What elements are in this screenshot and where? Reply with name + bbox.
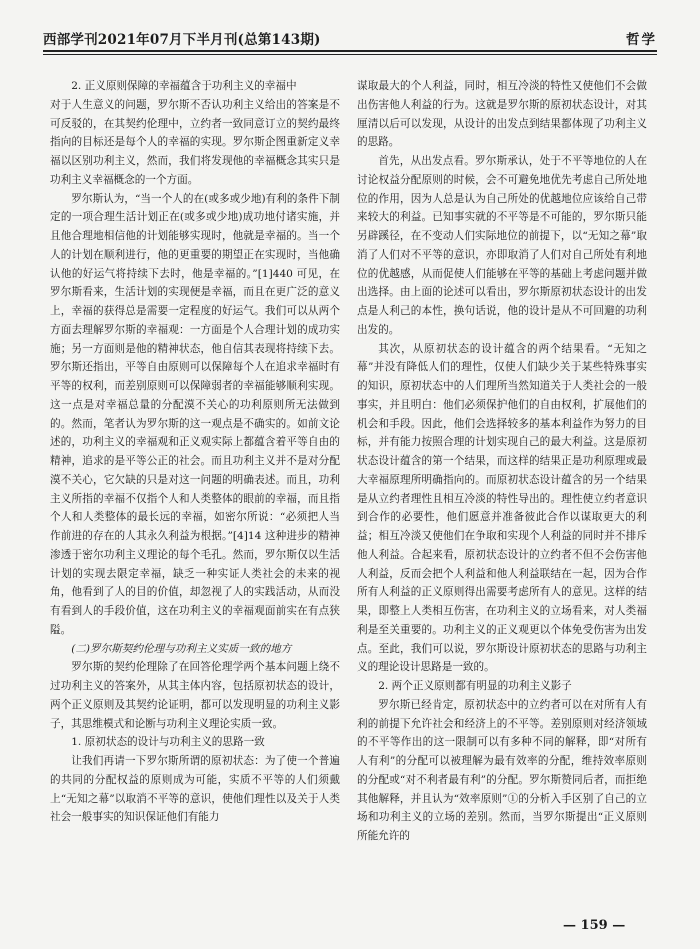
- paragraph: 对于人生意义的问题，罗尔斯不否认功利主义给出的答案是不可反驳的，在其契约伦理中，立约者一致同意订立的契约最终指向的目标还是每个人的幸福的实现。罗尔斯企图重新定义幸福以区别功利主义，然而，我们将发现他的幸福概念其实只是功利主义幸福概念的一个方面。: [50, 98, 340, 186]
- paragraph: 首先，从出发点看。罗尔斯承认，处于不平等地位的人在讨论权益分配原则的时候，会不可避免地优先考虑自己所处地位的作用，因为人总是认为自己所处的优越地位应该给自己带来较大的利益。已知事实就的不平等是不可能的，罗尔斯只能另辟蹊径，在不变动人们实际地位的前提下，以“无知之幕”取消了人们对不平等的意识，亦即取消了人们对自己所处有利地位的优越感，从而促使人们能够在平等的基础上考虑问题并做出选择。由上面的论述可以看出，罗尔斯原初状态设计的出发点是人利己的本性，换句话说，他的设计是从不可回避的功利出发的。: [357, 155, 647, 336]
- left-column: [50, 77, 340, 827]
- heading-two-principles: 2. 两个正义原则都有明显的功利主义影子: [378, 680, 572, 692]
- right-column: [357, 77, 647, 846]
- page-number: — 159 —: [563, 918, 626, 933]
- section-label: 哲学: [626, 32, 657, 48]
- heading-contract-ethics: (二)罗尔斯契约伦理与功利主义实质一致的地方: [71, 642, 292, 655]
- paragraph: 其次，从原初状态的设计蕴含的两个结果看。“无知之幕”并没有降低人们的理性，仅使人们缺少关于某些特殊事实的知识，原初状态中的人们理所当然知道关于人类社会的一般事实，并且明白：他们必须保护他们的自由权利，扩展他们的机会和手段。因此，他们会选择较多的基本利益作为努力的目标，并有能力按照合理的计划实现自己的最大利益。这是原初状态设计蕴含的第一个结果，而这样的结果正是功利原理或最大幸福原理所明确指向的。而原初状态设计蕴含的另一个结果是从立约者理性且相互冷淡的特性导出的。理性使立约者意识到合作的必要性，他们愿意并准备彼此合作以谋取更大的利益；相互冷淡又使他们在争取和实现个人利益的同时并不排斥他人利益。合起来看，原初状态设计的立约者不但不会伤害他人利益，反而会把个人利益和他人利益联结在一起，因为合作所有人利益的正义原则得出需要考虑所有人的意见。这样的结果，即整上人类相互伤害，在功利主义的立场看来，对人类福利是至关重要的。功利主义的正义观更以个体免受伤害为出发点。至此，我们可以说，罗尔斯设计原初状态的思路与功利主义的理论设计思路是一致的。: [357, 342, 647, 674]
- paragraph: 罗尔斯的契约伦理除了在回答伦理学两个基本问题上绕不过功利主义的答案外，从其主体内容，包括原初状态的设计，两个正义原则及其契约论证明，都可以发现明显的功利主义影子，其思维模式和论断与功利主义理论实质一致。: [50, 661, 340, 730]
- header-rule-thick: [43, 50, 657, 52]
- paragraph: 谋取最大的个人利益，同时，相互冷淡的特性又使他们不会做出伤害他人利益的行为。这就是罗尔斯的原初状态设计，对其厘清以后可以发现，从设计的出发点到结果都体现了功利主义的思路。: [357, 80, 647, 149]
- heading-happiness: 2. 正义原则保障的幸福蕴含于功利主义的幸福中: [71, 80, 297, 92]
- paragraph: 罗尔斯认为，“当一个人的在(或多或少地)有利的条件下制定的一项合理生活计划正在(或多或少地)成功地付诸实施，并且他合理地相信他的计划能够实现时，他就是幸福的。当一个人的计划在顺利进行，他的更重要的期望正在实现时，当他确认他的好运气将持续下去时，他是幸福的。”[1]440 可见，在罗尔斯看来，生活计划的实现便是幸福，而且在更广泛的意义上，幸福的获得总是需要一定程度的好运气。我们可以从两个方面去理解罗尔斯的幸福观：一方面是个人合理计划的成功实施；另一方面则是他的精神状态，他自信其表现将持续下去。罗尔斯还指出，平等自由原则可以保障每个人在追求幸福时有平等的权利，而差别原则可以保障弱者的幸福能够顺利实现。这一点是对幸福总量的分配漠不关心的功利原则所无法做到的。然而，笔者认为罗尔斯的这一观点是不确实的。如前文论述的，功利主义的幸福观和正义观实际上都蕴含着平等自由的精神，追求的是平等公正的社会。而且功利主义并不是对分配漠不关心，它欠缺的只是对这一问题的明确表述。而且，功利主义所指的幸福不仅指个人和人类整体的眼前的幸福，而且指个人和人类整体的最长远的幸福，如密尔所说：“必须把人当作前进的存在的人其永久利益为根据。”[4]14 这种进步的精神渗透于密尔功利主义理论的每个毛孔。然而，罗尔斯仅以生活计划的实现去限定幸福，缺乏一种实证人类社会的未来的视角，他看到了人的目的价值，却忽视了人的实践活动，从而没有看到人的手段价值，这在功利主义的幸福观面前实在有点狭隘。: [50, 192, 340, 636]
- paragraph: 让我们再请一下罗尔斯所谓的原初状态：为了使一个普遍的共同的分配权益的原则成为可能，实质不平等的人们须戴上“无知之幕”以取消不平等的意识，使他们理性以及关于人类社会一般事实的知识保证他们有能力: [50, 755, 340, 824]
- heading-original-position: 1. 原初状态的设计与功利主义的思路一致: [71, 736, 265, 749]
- paragraph: 罗尔斯已经肯定，原初状态中的立约者可以在对所有人有利的前提下允许社会和经济上的不平等。差别原则对经济领域的不平等作出的这一限制可以有多种不同的解释，即“对所有人有利”的分配可以被理解为最有效率的分配，维持效率原则的分配或“对不利者最有利”的分配。罗尔斯赞同后者，而拒绝其他解释，并且认为“效率原则”①的分析入手区别了自己的立场和功利主义的立场的差别。然而，当罗尔斯提出“正义原则所能允许的: [357, 698, 647, 842]
- page-header: [43, 28, 657, 50]
- header-rule-thin: [43, 54, 657, 55]
- journal-title: 西部学刊2021年07月下半月刊(总第143期): [43, 32, 321, 48]
